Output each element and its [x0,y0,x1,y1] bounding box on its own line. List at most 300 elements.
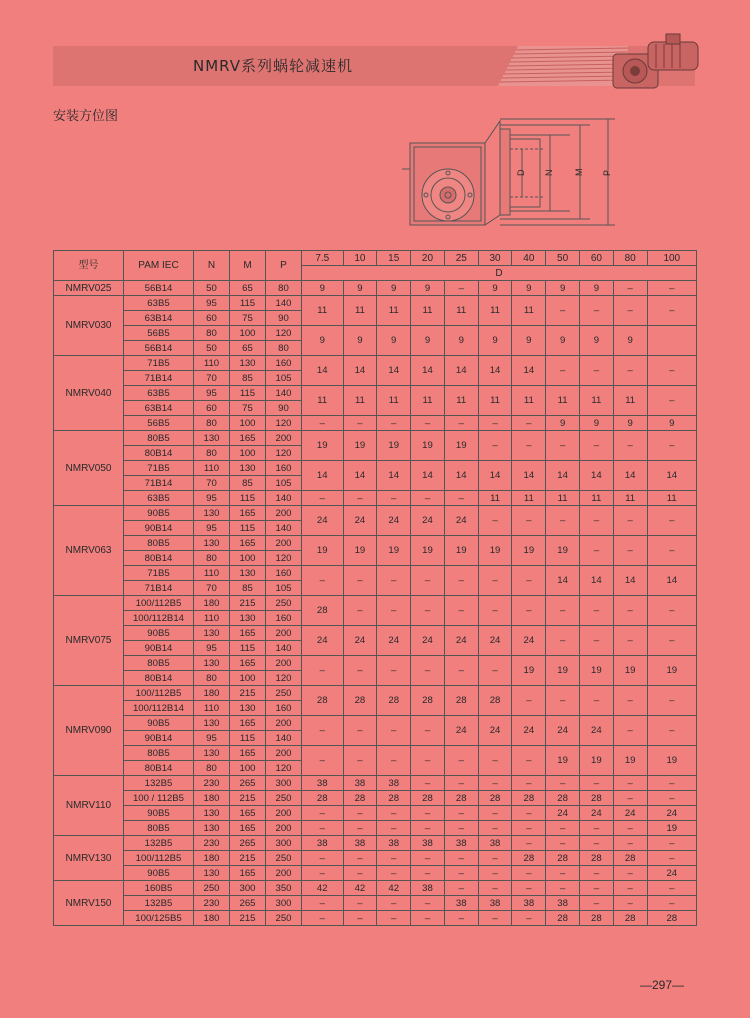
m-cell: 165 [230,821,266,836]
pam-cell: 63B14 [124,401,194,416]
pam-cell: 80B14 [124,551,194,566]
shaft-diameter-cell: 14 [343,356,377,386]
m-cell: 85 [230,476,266,491]
m-cell: 115 [230,521,266,536]
shaft-diameter-cell: 9 [302,281,344,296]
shaft-diameter-cell: – [302,851,344,866]
m-cell: 130 [230,611,266,626]
shaft-diameter-cell: – [613,431,647,461]
shaft-diameter-cell: 14 [411,356,445,386]
m-cell: 115 [230,731,266,746]
shaft-diameter-cell: – [613,866,647,881]
shaft-diameter-cell: 11 [302,296,344,326]
n-cell: 70 [194,581,230,596]
table-row [54,296,697,311]
m-cell: 300 [230,881,266,896]
shaft-diameter-cell: 14 [302,356,344,386]
n-cell: 110 [194,611,230,626]
shaft-diameter-cell: – [580,821,614,836]
shaft-diameter-cell: 14 [647,566,696,596]
table-row [54,746,697,761]
shaft-diameter-cell: 42 [377,881,411,896]
shaft-diameter-cell: – [444,746,478,776]
p-cell: 160 [266,701,302,716]
shaft-diameter-cell: – [647,506,696,536]
n-cell: 60 [194,311,230,326]
shaft-diameter-cell: 24 [512,626,546,656]
shaft-diameter-cell: – [580,776,614,791]
shaft-diameter-cell: – [444,911,478,926]
shaft-diameter-cell: 28 [411,686,445,716]
header-ratio: 50 [546,251,580,266]
diagram-label-n: N [544,169,554,176]
p-cell: 250 [266,911,302,926]
shaft-diameter-cell: 11 [512,296,546,326]
p-cell: 160 [266,461,302,476]
shaft-diameter-cell: – [580,536,614,566]
shaft-diameter-cell: – [411,566,445,596]
shaft-diameter-cell: – [647,836,696,851]
shaft-diameter-cell: 19 [546,536,580,566]
n-cell: 70 [194,371,230,386]
table-row [54,836,697,851]
shaft-diameter-cell: – [512,431,546,461]
shaft-diameter-cell: 14 [546,566,580,596]
p-cell: 120 [266,416,302,431]
shaft-diameter-cell: – [580,596,614,626]
shaft-diameter-cell: 19 [613,656,647,686]
shaft-diameter-cell: – [411,866,445,881]
table-row [54,491,697,506]
shaft-diameter-cell: 14 [444,461,478,491]
m-cell: 115 [230,491,266,506]
shaft-diameter-cell: 14 [512,356,546,386]
shaft-diameter-cell: – [512,566,546,596]
shaft-diameter-cell: 9 [302,326,344,356]
shaft-diameter-cell: – [580,356,614,386]
table-row [54,416,697,431]
shaft-diameter-cell: – [512,596,546,626]
shaft-diameter-cell: – [647,896,696,911]
pam-cell: 71B14 [124,371,194,386]
header-pam-iec: PAM IEC [124,251,194,281]
pam-cell: 100/112B5 [124,596,194,611]
m-cell: 100 [230,446,266,461]
n-cell: 60 [194,401,230,416]
p-cell: 200 [266,806,302,821]
shaft-diameter-cell: 19 [546,746,580,776]
pam-cell: 132B5 [124,836,194,851]
shaft-diameter-cell: 28 [613,851,647,866]
pam-cell: 80B14 [124,446,194,461]
shaft-diameter-cell: 14 [580,461,614,491]
shaft-diameter-cell: – [613,536,647,566]
shaft-diameter-cell: 38 [478,896,512,911]
n-cell: 95 [194,641,230,656]
shaft-diameter-cell: 28 [546,911,580,926]
table-row [54,851,697,866]
shaft-diameter-cell: – [546,866,580,881]
shaft-diameter-cell: – [512,911,546,926]
shaft-diameter-cell: 14 [377,356,411,386]
p-cell: 200 [266,431,302,446]
shaft-diameter-cell: 28 [512,791,546,806]
model-cell: NMRV130 [54,836,124,881]
shaft-diameter-cell: – [546,626,580,656]
shaft-diameter-cell: 19 [444,536,478,566]
shaft-diameter-cell: 24 [613,806,647,821]
shaft-diameter-cell: – [343,416,377,431]
shaft-diameter-cell: – [512,806,546,821]
pam-cell: 56B5 [124,326,194,341]
pam-cell: 90B5 [124,716,194,731]
p-cell: 120 [266,446,302,461]
pam-cell: 90B5 [124,626,194,641]
pam-cell: 100/112B14 [124,701,194,716]
shaft-diameter-cell: 9 [343,326,377,356]
shaft-diameter-cell: 11 [580,491,614,506]
shaft-diameter-cell: – [444,281,478,296]
n-cell: 230 [194,836,230,851]
shaft-diameter-cell: – [377,596,411,626]
p-cell: 105 [266,371,302,386]
shaft-diameter-cell: 28 [478,686,512,716]
shaft-diameter-cell: – [377,866,411,881]
pam-cell: 56B14 [124,341,194,356]
shaft-diameter-cell: – [411,851,445,866]
n-cell: 180 [194,596,230,611]
shaft-diameter-cell: – [613,776,647,791]
shaft-diameter-cell: 24 [546,806,580,821]
page-header [53,46,695,86]
shaft-diameter-cell: – [512,506,546,536]
shaft-diameter-cell: – [444,851,478,866]
shaft-diameter-cell: 24 [512,716,546,746]
shaft-diameter-cell: – [478,506,512,536]
p-cell: 80 [266,281,302,296]
shaft-diameter-cell: 28 [546,791,580,806]
shaft-diameter-cell: 11 [580,386,614,416]
shaft-diameter-cell: – [411,716,445,746]
shaft-diameter-cell [647,326,696,356]
shaft-diameter-cell: – [512,866,546,881]
pam-cell: 80B5 [124,431,194,446]
shaft-diameter-cell: – [580,896,614,911]
m-cell: 85 [230,581,266,596]
header-ratio: 20 [411,251,445,266]
shaft-diameter-cell: – [546,821,580,836]
shaft-diameter-cell: 24 [580,716,614,746]
shaft-diameter-cell: 14 [580,566,614,596]
shaft-diameter-cell: 11 [377,386,411,416]
shaft-diameter-cell: 14 [377,461,411,491]
shaft-diameter-cell: – [647,356,696,386]
n-cell: 130 [194,821,230,836]
shaft-diameter-cell: – [512,746,546,776]
shaft-diameter-cell: 24 [444,506,478,536]
table-row [54,776,697,791]
m-cell: 215 [230,686,266,701]
p-cell: 300 [266,836,302,851]
shaft-diameter-cell: 9 [647,416,696,431]
header-ratio: 15 [377,251,411,266]
shaft-diameter-cell: 24 [580,806,614,821]
shaft-diameter-cell: 24 [343,626,377,656]
shaft-diameter-cell: – [343,851,377,866]
pam-cell: 71B5 [124,566,194,581]
m-cell: 215 [230,911,266,926]
table-row [54,386,697,401]
shaft-diameter-cell: – [613,596,647,626]
shaft-diameter-cell: – [580,866,614,881]
table-row [54,431,697,446]
m-cell: 130 [230,356,266,371]
m-cell: 100 [230,671,266,686]
shaft-diameter-cell: 38 [444,896,478,911]
shaft-diameter-cell: – [444,866,478,881]
pam-cell: 71B5 [124,461,194,476]
shaft-diameter-cell: 28 [302,596,344,626]
shaft-diameter-cell: 28 [613,911,647,926]
shaft-diameter-cell: 9 [377,281,411,296]
diagram-label-p: P [602,169,612,176]
pam-cell: 90B5 [124,506,194,521]
shaft-diameter-cell: 28 [302,686,344,716]
n-cell: 95 [194,521,230,536]
dimension-table [53,250,697,926]
header-d: D [302,266,697,281]
p-cell: 105 [266,581,302,596]
n-cell: 230 [194,776,230,791]
p-cell: 140 [266,641,302,656]
shaft-diameter-cell: – [613,836,647,851]
model-cell: NMRV150 [54,881,124,926]
shaft-diameter-cell: – [546,776,580,791]
shaft-diameter-cell: – [343,746,377,776]
page-title: NMRV系列蜗轮减速机 [193,57,354,75]
shaft-diameter-cell: – [478,416,512,431]
shaft-diameter-cell: – [647,296,696,326]
shaft-diameter-cell: – [647,851,696,866]
shaft-diameter-cell: 42 [343,881,377,896]
shaft-diameter-cell: – [546,836,580,851]
shaft-diameter-cell: 11 [647,491,696,506]
n-cell: 180 [194,911,230,926]
model-cell: NMRV090 [54,686,124,776]
n-cell: 110 [194,356,230,371]
shaft-diameter-cell: 38 [411,836,445,851]
shaft-diameter-cell: – [613,296,647,326]
shaft-diameter-cell: – [343,821,377,836]
n-cell: 130 [194,746,230,761]
m-cell: 165 [230,431,266,446]
model-cell: NMRV063 [54,506,124,596]
n-cell: 130 [194,626,230,641]
pam-cell: 71B5 [124,356,194,371]
model-cell: NMRV040 [54,356,124,431]
shaft-diameter-cell: – [647,626,696,656]
shaft-diameter-cell: 19 [512,536,546,566]
shaft-diameter-cell: 28 [580,851,614,866]
shaft-diameter-cell: 11 [478,491,512,506]
m-cell: 100 [230,416,266,431]
shaft-diameter-cell: – [343,656,377,686]
shaft-diameter-cell: 28 [411,791,445,806]
shaft-diameter-cell: – [302,896,344,911]
header-ratio: 10 [343,251,377,266]
m-cell: 100 [230,551,266,566]
p-cell: 140 [266,386,302,401]
shaft-diameter-cell: – [411,746,445,776]
shaft-diameter-cell: – [647,776,696,791]
shaft-diameter-cell: 9 [580,281,614,296]
pam-cell: 80B5 [124,821,194,836]
m-cell: 165 [230,806,266,821]
shaft-diameter-cell: – [546,506,580,536]
n-cell: 130 [194,536,230,551]
shaft-diameter-cell: 14 [411,461,445,491]
p-cell: 160 [266,566,302,581]
shaft-diameter-cell: – [302,656,344,686]
p-cell: 300 [266,776,302,791]
shaft-diameter-cell: 28 [512,851,546,866]
p-cell: 200 [266,716,302,731]
n-cell: 180 [194,791,230,806]
p-cell: 120 [266,326,302,341]
shaft-diameter-cell: 19 [580,746,614,776]
shaft-diameter-cell: 14 [478,461,512,491]
shaft-diameter-cell: – [647,791,696,806]
n-cell: 230 [194,896,230,911]
m-cell: 215 [230,791,266,806]
header-ratio: 80 [613,251,647,266]
shaft-diameter-cell: – [411,491,445,506]
table-row [54,806,697,821]
shaft-diameter-cell: – [580,686,614,716]
p-cell: 90 [266,401,302,416]
shaft-diameter-cell: 11 [411,296,445,326]
shaft-diameter-cell: 38 [302,776,344,791]
shaft-diameter-cell: – [444,566,478,596]
m-cell: 130 [230,461,266,476]
mounting-diagram [400,115,640,230]
table-row [54,911,697,926]
shaft-diameter-cell: 14 [512,461,546,491]
shaft-diameter-cell: 24 [411,626,445,656]
pam-cell: 90B5 [124,806,194,821]
shaft-diameter-cell: 38 [411,881,445,896]
shaft-diameter-cell: – [613,716,647,746]
shaft-diameter-cell: – [377,491,411,506]
pam-cell: 56B5 [124,416,194,431]
table-row [54,716,697,731]
shaft-diameter-cell: 19 [647,821,696,836]
shaft-diameter-cell: – [377,911,411,926]
shaft-diameter-cell: 24 [377,626,411,656]
shaft-diameter-cell: – [377,851,411,866]
n-cell: 130 [194,866,230,881]
shaft-diameter-cell: – [647,536,696,566]
shaft-diameter-cell: 28 [343,791,377,806]
table-row [54,281,697,296]
pam-cell: 63B5 [124,386,194,401]
header-model: 型号 [54,251,124,281]
p-cell: 140 [266,491,302,506]
p-cell: 250 [266,596,302,611]
n-cell: 95 [194,296,230,311]
shaft-diameter-cell: – [478,851,512,866]
shaft-diameter-cell: 28 [377,686,411,716]
shaft-diameter-cell: – [613,791,647,806]
p-cell: 200 [266,866,302,881]
p-cell: 140 [266,731,302,746]
shaft-diameter-cell: – [613,686,647,716]
shaft-diameter-cell: – [478,431,512,461]
pam-cell: 100/125B5 [124,911,194,926]
shaft-diameter-cell: 9 [580,326,614,356]
table-row [54,626,697,641]
shaft-diameter-cell: 9 [580,416,614,431]
shaft-diameter-cell: – [546,686,580,716]
n-cell: 130 [194,431,230,446]
shaft-diameter-cell: – [647,281,696,296]
shaft-diameter-cell: 9 [613,326,647,356]
p-cell: 250 [266,851,302,866]
shaft-diameter-cell: 9 [546,326,580,356]
pam-cell: 56B14 [124,281,194,296]
shaft-diameter-cell: – [302,911,344,926]
shaft-diameter-cell: – [512,881,546,896]
shaft-diameter-cell: – [343,896,377,911]
table-row [54,866,697,881]
shaft-diameter-cell: 28 [377,791,411,806]
shaft-diameter-cell: 11 [411,386,445,416]
diagram-label-d: D [516,169,526,176]
n-cell: 130 [194,716,230,731]
shaft-diameter-cell: 19 [546,656,580,686]
shaft-diameter-cell: 19 [647,746,696,776]
shaft-diameter-cell: – [343,491,377,506]
header-m: M [230,251,266,281]
shaft-diameter-cell: 19 [411,536,445,566]
shaft-diameter-cell: 11 [377,296,411,326]
shaft-diameter-cell: 38 [444,836,478,851]
p-cell: 105 [266,476,302,491]
shaft-diameter-cell: 11 [444,296,478,326]
m-cell: 265 [230,836,266,851]
table-row [54,536,697,551]
shaft-diameter-cell: – [478,656,512,686]
header-ratio: 40 [512,251,546,266]
n-cell: 80 [194,416,230,431]
shaft-diameter-cell: 11 [343,386,377,416]
shaft-diameter-cell: 38 [377,836,411,851]
shaft-diameter-cell: – [478,866,512,881]
shaft-diameter-cell: – [444,776,478,791]
pam-cell: 80B5 [124,536,194,551]
table-row [54,506,697,521]
shaft-diameter-cell: – [343,866,377,881]
m-cell: 165 [230,506,266,521]
shaft-diameter-cell: 19 [512,656,546,686]
n-cell: 70 [194,476,230,491]
shaft-diameter-cell: – [444,491,478,506]
model-cell: NMRV030 [54,296,124,356]
shaft-diameter-cell: – [411,656,445,686]
n-cell: 50 [194,281,230,296]
shaft-diameter-cell: – [411,806,445,821]
pam-cell: 100 / 112B5 [124,791,194,806]
